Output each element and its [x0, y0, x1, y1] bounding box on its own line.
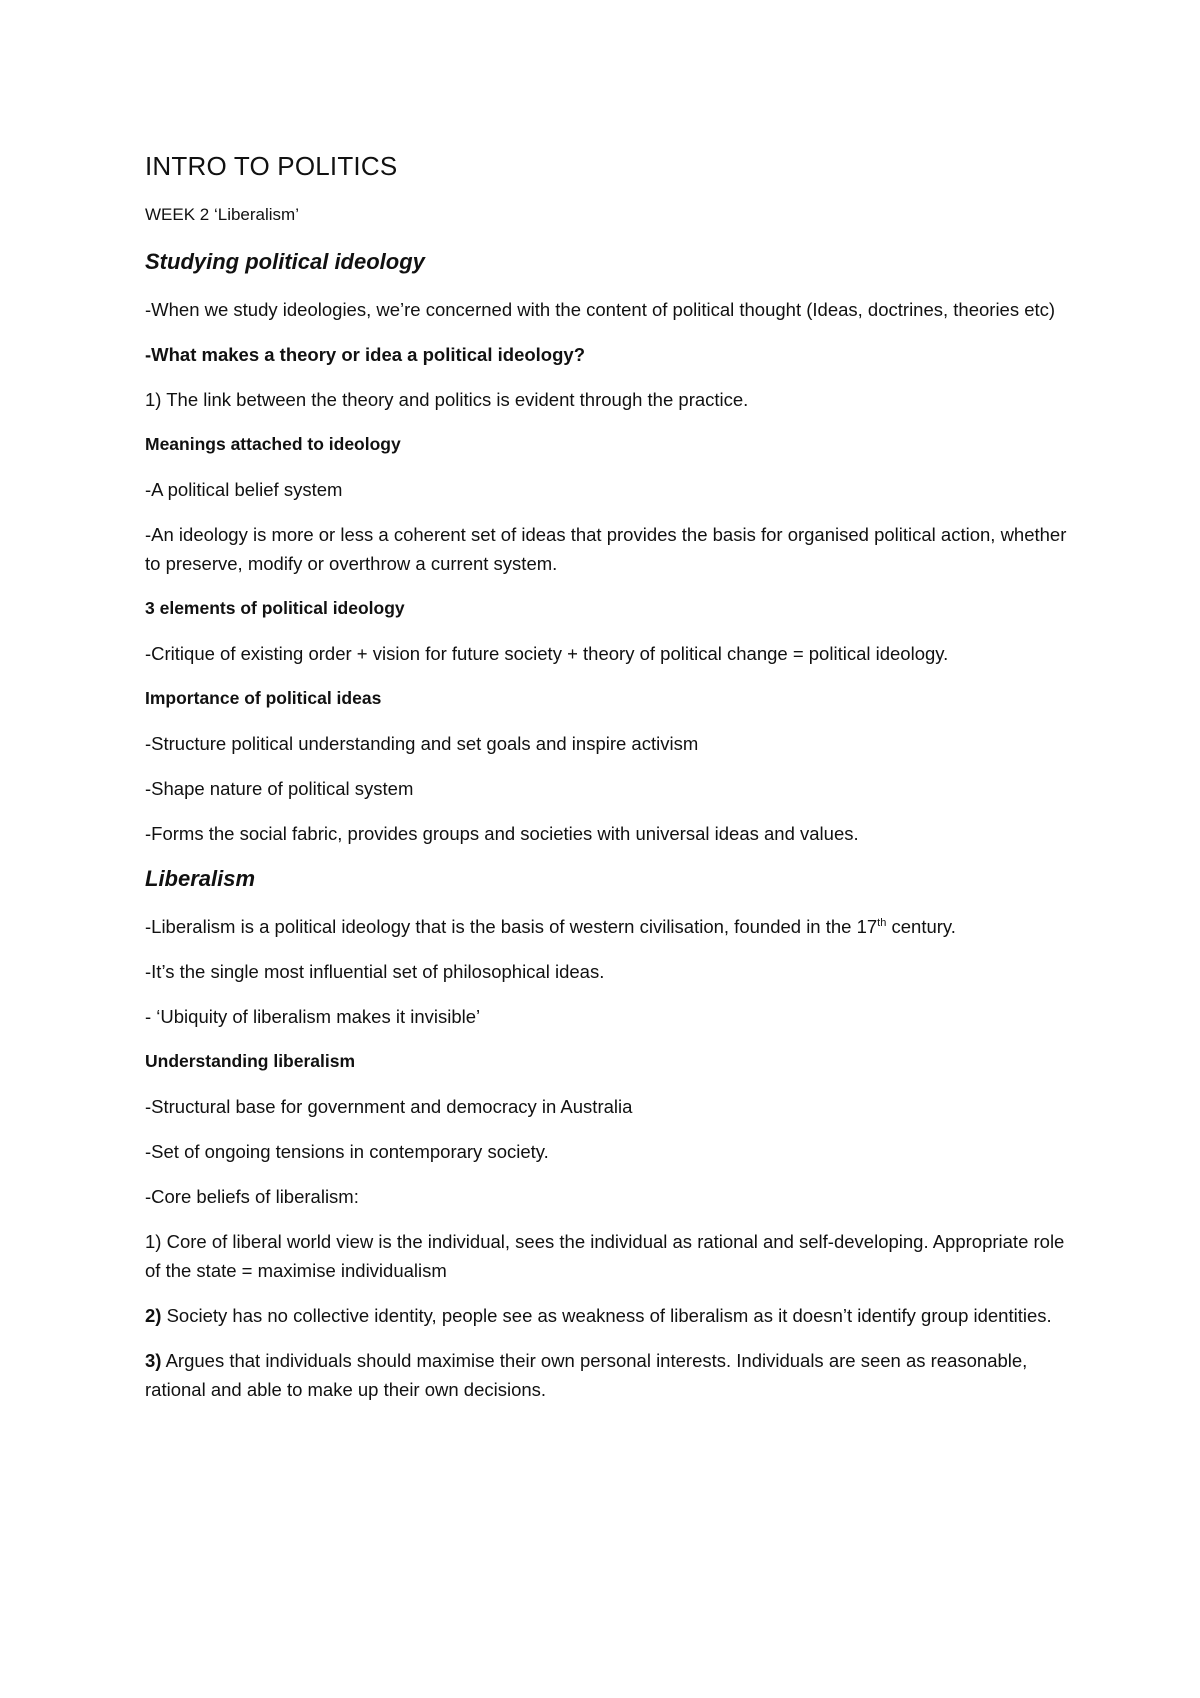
- text-run: -Liberalism is a political ideology that is the basis of western civilisation, founded in the 17: [145, 916, 878, 937]
- item-text: Core of liberal world view is the individual, sees the individual as rational and self-developing. Appropriate role of the state = maximise individualism: [145, 1231, 1065, 1281]
- text-run: century.: [886, 916, 956, 937]
- item-text: Argues that individuals should maximise their own personal interests. Individuals are seen as reasonable, rational and able to make up their own decisions.: [145, 1350, 1028, 1400]
- numbered-item: [145, 1346, 1070, 1404]
- numbered-item: [145, 1301, 1070, 1330]
- superscript: th: [877, 916, 887, 929]
- paragraph: -Core beliefs of liberalism:: [145, 1186, 359, 1207]
- section-heading-liberalism: Liberalism: [145, 866, 256, 891]
- paragraph: -Set of ongoing tensions in contemporary society.: [145, 1141, 549, 1162]
- paragraph: -It’s the single most influential set of philosophical ideas.: [145, 961, 605, 982]
- section-heading-studying: Studying political ideology: [145, 249, 425, 274]
- item-number: 3): [145, 1350, 162, 1371]
- subheading-understanding: Understanding liberalism: [145, 1051, 356, 1071]
- item-text: Society has no collective identity, people see as weakness of liberalism as it doesn’t identify group identities.: [161, 1305, 1052, 1326]
- paragraph: -Structural base for government and democracy in Australia: [145, 1096, 633, 1117]
- subheading-meanings: Meanings attached to ideology: [145, 434, 401, 454]
- paragraph: -A political belief system: [145, 479, 343, 500]
- paragraph: -Shape nature of political system: [145, 778, 414, 799]
- week-label: WEEK 2 ‘Liberalism’: [145, 205, 299, 224]
- paragraph: -Critique of existing order + vision for future society + theory of political change = political ideology.: [145, 643, 949, 664]
- document-title: INTRO TO POLITICS: [145, 151, 398, 181]
- paragraph: - ‘Ubiquity of liberalism makes it invisible’: [145, 1006, 481, 1027]
- item-number: 1): [145, 1231, 162, 1252]
- paragraph: -Forms the social fabric, provides groups and societies with universal ideas and values.: [145, 823, 859, 844]
- document-page: [145, 150, 1070, 1420]
- subheading-importance: Importance of political ideas: [145, 688, 382, 708]
- paragraph: 1) The link between the theory and politics is evident through the practice.: [145, 389, 749, 410]
- paragraph: -When we study ideologies, we’re concerned with the content of political thought (Ideas, doctrines, theories etc): [145, 299, 1056, 320]
- paragraph: -Structure political understanding and set goals and inspire activism: [145, 733, 699, 754]
- question: -What makes a theory or idea a political ideology?: [145, 344, 585, 365]
- numbered-item: [145, 1227, 1070, 1285]
- subheading-elements: 3 elements of political ideology: [145, 598, 405, 618]
- paragraph-liberalism-intro: [145, 912, 1070, 941]
- item-number: 2): [145, 1305, 162, 1326]
- paragraph: -An ideology is more or less a coherent set of ideas that provides the basis for organised political action, whether to preserve, modify or overthrow a current system.: [145, 524, 1067, 574]
